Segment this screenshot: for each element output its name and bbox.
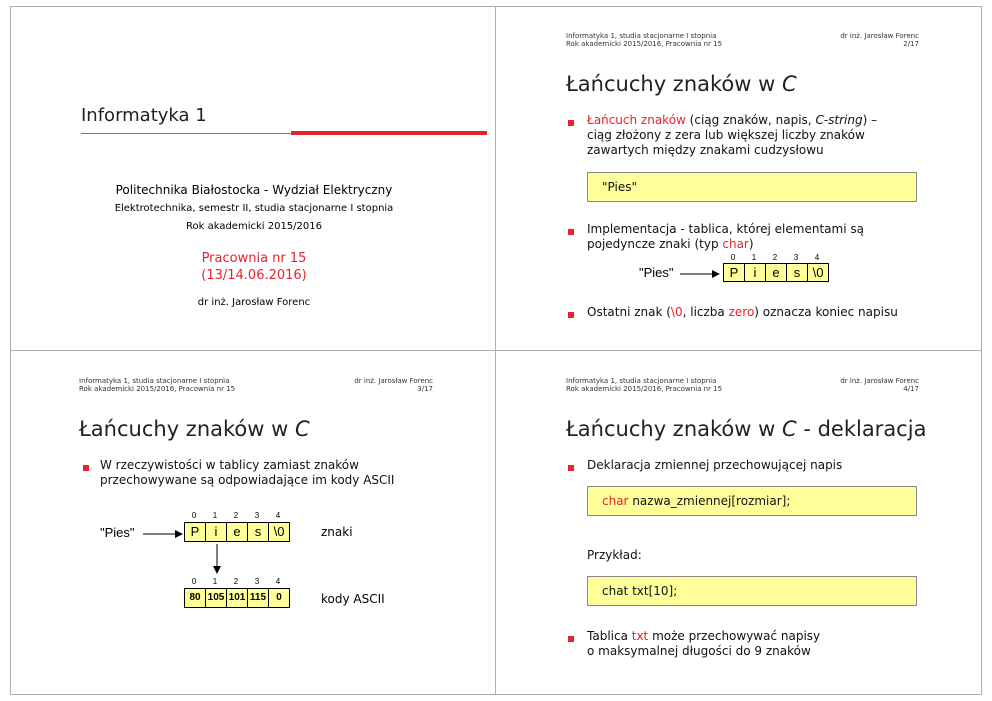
slide-1 [10,6,496,351]
bullet-icon [568,465,574,471]
array-cell: e [765,263,787,282]
academic-year: Rok akademicki 2015/2016 [186,221,322,232]
chars-label: znaki [321,525,353,539]
slide-header-right [840,377,919,393]
arrow-right-icon [680,269,720,279]
header-author: dr inż. Jarosław Forenc [840,377,919,385]
slide-header-left [566,32,722,48]
slide-2 [496,6,982,351]
array-index: 4 [275,511,281,520]
bullet-icon [568,120,574,126]
array-cell: e [226,522,248,542]
bullet-icon [568,636,574,642]
bullet-icon [568,229,574,235]
slide-title: Łańcuchy znaków w C - deklaracja [566,417,927,441]
array-index: 4 [275,577,281,586]
codes-label: kody ASCII [321,592,385,606]
slide-header-left [79,377,235,393]
array-index: 2 [772,253,778,262]
code-box: char nazwa_zmiennej[rozmiar]; [587,486,917,516]
header-year: Rok akademicki 2015/2016, Pracownia nr 15 [566,385,723,393]
ascii-cell: 115 [247,588,269,608]
bullet-text-1: Deklaracja zmiennej przechowującej napis [587,458,843,472]
example-label: Przykład: [587,548,642,562]
bullet-icon [568,312,574,318]
array-index: 2 [233,577,239,586]
array-cell: \0 [807,263,829,282]
array-index: 1 [212,577,218,586]
array-index: 0 [191,577,197,586]
array-index: 3 [793,253,799,262]
bullet-text-1: W rzeczywistości w tablicy zamiast znaków przechowywane są odpowiadające im kody ASCII [100,458,395,487]
bullet-icon [83,465,89,471]
title-accent-bar [291,131,487,135]
arrow-right-icon [143,529,183,539]
slide-title: Łańcuchy znaków w C [79,417,310,441]
array-index: 0 [730,253,736,262]
ascii-cell: 0 [268,588,290,608]
author-name: dr inż. Jarosław Forenc [197,297,311,308]
string-literal-label: "Pies" [639,265,674,280]
header-year: Rok akademicki 2015/2016, Pracownia nr 15 [566,40,723,48]
slide-3 [10,351,496,695]
array-index: 3 [254,511,260,520]
array-index: 0 [191,511,197,520]
header-course: Informatyka 1, studia stacjonarne I stopnia [79,377,230,385]
array-cell: i [205,522,227,542]
bullet-text-2: Implementacja - tablica, której elementami są pojedyncze znaki (typ char) [587,222,864,251]
bullet-text-1: Łańcuch znaków (ciąg znaków, napis, C-string) – ciąg złożony z zera lub większej liczby znaków zawartych między znakami cudzysłowu [587,113,878,157]
title-underline [81,133,291,134]
slide-title: Łańcuchy znaków w C [566,72,797,96]
array-cell: s [786,263,808,282]
university-name: Politechnika Białostocka - Wydział Elektryczny [115,183,393,197]
string-literal-label: "Pies" [100,525,135,540]
page-number: 2/17 [903,40,919,48]
array-index: 1 [212,511,218,520]
code-box: chat txt[10]; [587,576,917,606]
header-course: Informatyka 1, studia stacjonarne I stopnia [566,377,717,385]
array-cell: \0 [268,522,290,542]
lab-number: Pracownia nr 15 [201,251,307,266]
page-number: 4/17 [903,385,919,393]
course-title: Informatyka 1 [81,105,207,126]
header-author: dr inż. Jarosław Forenc [840,32,919,40]
slide-header-right [840,32,919,48]
page-number: 3/17 [417,385,433,393]
header-course: Informatyka 1, studia stacjonarne I stopnia [566,32,717,40]
header-year: Rok akademicki 2015/2016, Pracownia nr 15 [79,385,236,393]
code-box: "Pies" [587,172,917,202]
array-index: 4 [814,253,820,262]
bullet-text-3: Ostatni znak (\0, liczba zero) oznacza koniec napisu [587,305,898,319]
program-name: Elektrotechnika, semestr II, studia stacjonarne I stopnia [114,203,394,214]
array-cell: P [184,522,206,542]
lab-date: (13/14.06.2016) [201,268,307,283]
array-cell: s [247,522,269,542]
slide-4 [496,351,982,695]
header-author: dr inż. Jarosław Forenc [354,377,433,385]
bullet-text-2: Tablica txt może przechowywać napisy o maksymalnej długości do 9 znaków [587,629,821,658]
array-index: 1 [751,253,757,262]
ascii-cell: 105 [205,588,227,608]
array-cell: i [744,263,766,282]
array-index: 3 [254,577,260,586]
arrow-down-icon [212,544,222,574]
array-index: 2 [233,511,239,520]
slide-header-left [566,377,722,393]
ascii-cell: 101 [226,588,248,608]
array-cell: P [723,263,745,282]
ascii-cell: 80 [184,588,206,608]
slide-header-right [354,377,433,393]
